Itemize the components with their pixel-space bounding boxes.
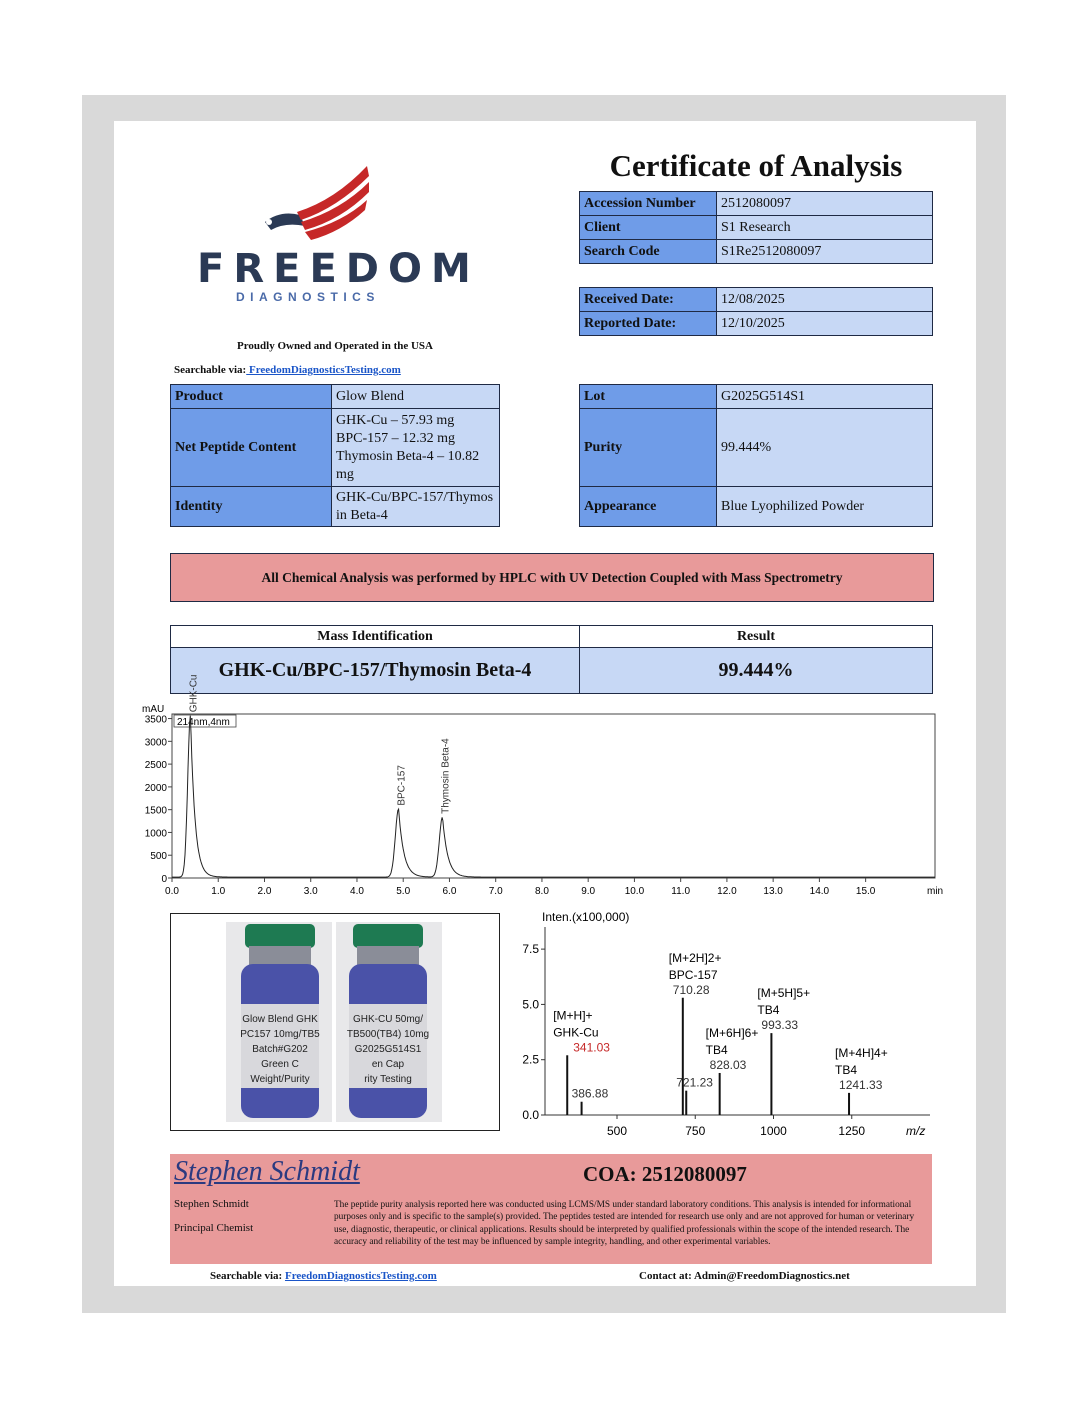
ms-peak-label: 828.03 bbox=[709, 1057, 747, 1072]
ms-y-tick-label: 7.5 bbox=[522, 942, 539, 957]
freedom-logo bbox=[185, 160, 480, 310]
ms-peak-annotation: TB4 bbox=[835, 1062, 858, 1077]
signature-box bbox=[170, 1154, 932, 1264]
ms-y-axis-label: Inten.(x100,000) bbox=[542, 910, 630, 924]
coa-number: COA: 2512080097 bbox=[583, 1162, 747, 1186]
received-value: 12/08/2025 bbox=[717, 288, 933, 312]
logo-word: FREEDOM bbox=[197, 246, 480, 292]
mass-spectrum bbox=[505, 905, 935, 1145]
ms-y-tick-label: 2.5 bbox=[522, 1052, 539, 1067]
searchable-via bbox=[174, 364, 401, 376]
ms-peak-annotation: [M+4H]4+ bbox=[835, 1045, 888, 1060]
hplc-x-tick-label: 11.0 bbox=[671, 886, 691, 897]
ms-peak-annotation: [M+6H]6+ bbox=[705, 1025, 759, 1040]
hplc-x-tick-label: 15.0 bbox=[855, 886, 876, 897]
footer-searchable-label: Searchable via: bbox=[210, 1270, 283, 1282]
page-title: Certificate of Analysis bbox=[609, 148, 903, 183]
ms-peak-annotation: TB4 bbox=[757, 1003, 780, 1018]
appearance-value: Blue Lyophilized Powder bbox=[717, 487, 933, 527]
hplc-x-tick-label: 12.0 bbox=[717, 886, 737, 897]
ms-peak-annotation: [M+2H]2+ bbox=[668, 950, 722, 965]
ms-peak-label: 993.33 bbox=[761, 1018, 799, 1033]
vial-left-image bbox=[226, 922, 332, 1122]
footer-searchable-link[interactable]: FreedomDiagnosticsTesting.com bbox=[284, 1270, 437, 1282]
content-value bbox=[332, 409, 500, 487]
mass-col-header: Mass Identification bbox=[171, 626, 580, 648]
hplc-x-tick-label: 8.0 bbox=[534, 886, 549, 897]
chemist-role: Principal Chemist bbox=[174, 1222, 254, 1234]
vial-right-image bbox=[336, 922, 442, 1122]
hplc-x-tick-label: 1.0 bbox=[211, 886, 226, 897]
hplc-x-tick-label: 7.0 bbox=[488, 886, 503, 897]
ms-peak-annotation: TB4 bbox=[705, 1042, 728, 1057]
accession-label: Accession Number bbox=[580, 192, 717, 216]
client-value: S1 Research bbox=[717, 216, 933, 240]
purity-label: Purity bbox=[580, 409, 717, 487]
hplc-y-tick-label: 3500 bbox=[144, 714, 167, 726]
hplc-x-tick-label: 6.0 bbox=[442, 886, 457, 897]
footer-contact: Contact at: Admin@FreedomDiagnostics.net bbox=[639, 1270, 850, 1282]
hplc-peak-label: Thymosin Beta-4 bbox=[440, 738, 452, 814]
purity-value: 99.444% bbox=[717, 409, 933, 487]
vial-label-line: en Cap bbox=[371, 1059, 405, 1070]
vial-photos bbox=[171, 914, 499, 1130]
ms-peak-label: 1241.33 bbox=[839, 1077, 883, 1092]
dates-table bbox=[579, 287, 933, 336]
hplc-y-axis-label: mAU bbox=[142, 704, 165, 715]
ms-peak-label: 710.28 bbox=[672, 982, 710, 997]
disclaimer: The peptide purity analysis reported here was conducted using LCMS/MS under standard laboratory conditions. This analysis is intended for informational purposes only and is specific to the sample(s) provided. The peptides tested are intended for research use only and are not approved for human or veterinary use, diagnostic, therapeutic, or clinical applications. Results should be interpreted by qualified professionals within the scope of the intended research. The accuracy and reliability of the test may be influenced by sample integrity, handling, and other experimental variables. bbox=[334, 1200, 915, 1247]
hplc-x-tick-label: 0.0 bbox=[165, 886, 179, 897]
method-banner: All Chemical Analysis was performed by HPLC with UV Detection Coupled with Mass Spectrometry bbox=[170, 553, 934, 602]
content-bpc: BPC-157 – 12.32 mg bbox=[336, 430, 456, 446]
vial-label-line: TB500(TB4) 10mg bbox=[346, 1029, 430, 1040]
chemist-name: Stephen Schmidt bbox=[174, 1198, 249, 1210]
ms-x-axis-label: m/z bbox=[906, 1124, 926, 1138]
hplc-y-tick-label: 500 bbox=[150, 851, 167, 863]
flag-eagle-icon bbox=[265, 166, 369, 240]
hplc-y-tick-label: 3000 bbox=[144, 737, 167, 749]
hplc-x-axis-label: min bbox=[927, 886, 944, 897]
lot-table bbox=[579, 384, 933, 527]
appearance-label: Appearance bbox=[580, 487, 717, 527]
tagline: Proudly Owned and Operated in the USA bbox=[237, 340, 433, 352]
product-table bbox=[170, 384, 500, 527]
hplc-trace bbox=[172, 716, 935, 877]
ms-x-tick-label: 500 bbox=[606, 1124, 628, 1138]
hplc-y-tick-label: 2000 bbox=[144, 782, 167, 794]
vial-label-line: Batch#G202 bbox=[252, 1044, 308, 1055]
hplc-x-tick-label: 13.0 bbox=[763, 886, 783, 897]
hplc-x-tick-label: 5.0 bbox=[396, 886, 411, 897]
searchable-label: Searchable via: bbox=[174, 364, 247, 376]
ms-x-tick-label: 1250 bbox=[838, 1124, 866, 1138]
ms-peak-label: 386.88 bbox=[571, 1086, 609, 1101]
mass-result: 99.444% bbox=[580, 648, 933, 694]
lot-label: Lot bbox=[580, 385, 717, 409]
reported-label: Reported Date: bbox=[580, 312, 717, 336]
logo-sub: DIAGNOSTICS bbox=[236, 290, 380, 304]
ms-peak-annotation: [M+5H]5+ bbox=[757, 986, 811, 1001]
hplc-peak-label: BPC-157 bbox=[396, 765, 408, 806]
received-label: Received Date: bbox=[580, 288, 717, 312]
identity-label: Identity bbox=[171, 487, 332, 527]
ms-x-tick-label: 1000 bbox=[760, 1124, 787, 1138]
footer-searchable bbox=[210, 1270, 437, 1282]
hplc-y-tick-label: 2500 bbox=[144, 760, 167, 772]
ms-peak-label: 341.03 bbox=[573, 1040, 610, 1055]
vial-label-line: Green C bbox=[261, 1059, 299, 1070]
result-col-header: Result bbox=[580, 626, 933, 648]
accession-value: 2512080097 bbox=[717, 192, 933, 216]
mass-table bbox=[170, 625, 933, 694]
hplc-chromatogram bbox=[140, 674, 944, 910]
hplc-y-tick-label: 0 bbox=[161, 874, 167, 885]
ms-y-tick-label: 0.0 bbox=[522, 1108, 539, 1122]
content-tb4: Thymosin Beta-4 – 10.82 mg bbox=[336, 448, 480, 482]
hplc-plot-frame bbox=[172, 714, 935, 878]
hplc-x-tick-label: 2.0 bbox=[257, 886, 272, 897]
searchable-link[interactable]: FreedomDiagnosticsTesting.com bbox=[246, 364, 401, 376]
hplc-x-tick-label: 3.0 bbox=[303, 886, 318, 897]
ms-peak-label: 721.23 bbox=[676, 1075, 713, 1090]
content-ghk: GHK-Cu – 57.93 mg bbox=[336, 412, 455, 428]
ms-peak-annotation: BPC-157 bbox=[668, 967, 718, 982]
ms-peak-annotation: [M+H]+ bbox=[553, 1008, 593, 1023]
ms-peak-annotation: GHK-Cu bbox=[553, 1025, 599, 1040]
product-label: Product bbox=[171, 385, 332, 409]
hplc-peak-label: GHK-Cu bbox=[188, 674, 200, 713]
vial-label-line: Weight/Purity bbox=[250, 1074, 310, 1085]
vial-label-line: rity Testing bbox=[364, 1074, 412, 1085]
hplc-y-tick-label: 1500 bbox=[144, 805, 167, 817]
vial-label-line: PC157 10mg/TB5 bbox=[240, 1029, 320, 1040]
hplc-x-tick-label: 9.0 bbox=[581, 886, 596, 897]
accession-table bbox=[579, 191, 933, 264]
search-code-value: S1Re2512080097 bbox=[717, 240, 933, 264]
product-value: Glow Blend bbox=[332, 385, 500, 409]
hplc-legend-label: 214nm,4nm bbox=[177, 717, 230, 728]
hplc-x-tick-label: 4.0 bbox=[350, 886, 364, 897]
mass-name: GHK-Cu/BPC-157/Thymosin Beta-4 bbox=[171, 648, 580, 694]
ms-y-tick-label: 5.0 bbox=[522, 997, 539, 1012]
vial-label-line: GHK-CU 50mg/ bbox=[352, 1014, 424, 1025]
identity-value: GHK-Cu/BPC-157/Thymosin Beta-4 bbox=[332, 487, 500, 527]
ms-x-tick-label: 750 bbox=[685, 1124, 706, 1138]
hplc-y-tick-label: 1000 bbox=[144, 828, 167, 840]
reported-value: 12/10/2025 bbox=[717, 312, 933, 336]
hplc-x-tick-label: 10.0 bbox=[624, 886, 645, 897]
vial-photo-frame bbox=[170, 913, 500, 1131]
vial-label-line: G2025G514S1 bbox=[354, 1044, 422, 1055]
signature-script: Stephen Schmidt bbox=[174, 1156, 360, 1187]
lot-value: G2025G514S1 bbox=[717, 385, 933, 409]
content-label: Net Peptide Content bbox=[171, 409, 332, 487]
vial-label-line: Glow Blend GHK bbox=[242, 1014, 318, 1025]
client-label: Client bbox=[580, 216, 717, 240]
search-code-label: Search Code bbox=[580, 240, 717, 264]
hplc-x-tick-label: 14.0 bbox=[809, 886, 830, 897]
